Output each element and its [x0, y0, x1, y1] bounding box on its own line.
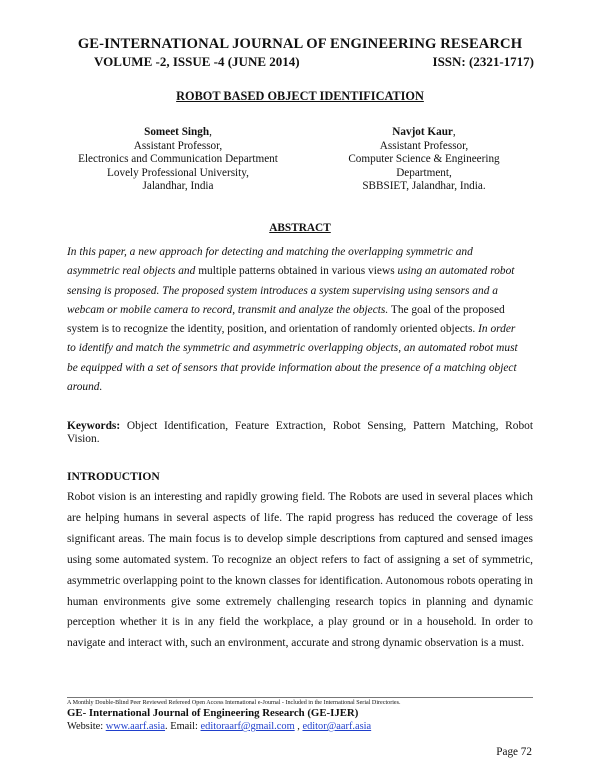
abstract-segment: In this paper, a new approach for detecting and matching the overlapping symmetric and asymmetric real objects and [67, 246, 473, 278]
issn: ISSN: (2321-1717) [432, 54, 534, 69]
email-separator: , [294, 721, 303, 732]
email-link-2[interactable]: editor@aarf.asia [302, 721, 372, 732]
author-affiliation-line: Computer Science & Engineering [348, 153, 500, 166]
keywords [67, 420, 533, 447]
page-footer [67, 699, 537, 733]
abstract-segment: The goal of the proposed system is to recognize the identity, position, and orientation of randomly oriented objects. [67, 303, 505, 336]
author-name: Someet Singh [144, 126, 210, 138]
author-block-1 [60, 126, 296, 194]
author-name-suffix: , [452, 126, 456, 138]
author-affiliation-line: Lovely Professional University, [107, 166, 249, 179]
paper-title: ROBOT BASED OBJECT IDENTIFICATION [176, 89, 424, 103]
keywords-label: Keywords: [67, 420, 121, 432]
website-label: Website: [67, 721, 106, 732]
footer-contact-line [67, 720, 537, 733]
abstract-segment: multiple patterns obtained in various views [198, 265, 398, 278]
author-name: Navjot Kaur [392, 126, 453, 138]
author-affiliation-line: Department, [396, 166, 452, 179]
author-affiliation-line: Electronics and Communication Department [78, 153, 278, 166]
abstract-segment: In order to identify and match the symmetric and asymmetric overlapping objects, an automated robot must be equipped with a set of sensors that provide information about the presence of a matching object around. [67, 323, 518, 394]
introduction-body: Robot vision is an interesting and rapidly growing field. The Robots are used in several places which are helping humans in several aspects of life. The rapid progress has reduced the coverage of less significant areas. The main focus is to develop simple descriptions from captured and sensed images using some automated system. To recognize an object refers to fact of assigning a set of symmetric, asymmetric overlapping point to the known classes for identification. Autonomous robots operating in human environments give some extremely challenging research topics in planning and dynamic perception whether it is in any field the workplace, a play ground or in a household. In order to navigate and interact with, such an environment, accurate and strong dynamic observation is a must. [67, 491, 533, 650]
keywords-text: Object Identification, Feature Extraction, Robot Sensing, Pattern Matching, Robot Vision. [67, 420, 533, 446]
author-name-line [328, 126, 520, 140]
email-label: . Email: [165, 721, 201, 732]
author-name-suffix: , [209, 126, 212, 138]
journal-issue-line [66, 53, 534, 70]
website-link[interactable]: www.aarf.asia [105, 721, 166, 732]
author-affiliation-line: Assistant Professor, [133, 139, 223, 152]
journal-title: GE-INTERNATIONAL JOURNAL OF ENGINEERING RESEARCH [77, 36, 523, 52]
journal-header [66, 36, 534, 70]
author-affiliation-line: Assistant Professor, [379, 139, 469, 152]
page-number: Page 72 [496, 746, 532, 758]
footer-journal-name: GE- International Journal of Engineering Research (GE-IJER) [67, 707, 359, 719]
author-affiliation-line: Jalandhar, India [142, 180, 214, 193]
author-affiliation-line: SBBSIET, Jalandhar, India. [362, 180, 486, 193]
abstract-segment: using an automated robot sensing is proposed. The proposed system introduces a system supervising using sensors and a webcam or mobile camera to record, transmit and analyze the objects. [67, 265, 515, 316]
footer-note: A Monthly Double-Blind Peer Reviewed Refereed Open Access International e-Journal - Included in the International Serial Directories. [67, 700, 401, 706]
volume-issue: VOLUME -2, ISSUE -4 (JUNE 2014) [94, 54, 300, 69]
author-block-2 [328, 126, 520, 194]
introduction-heading: INTRODUCTION [67, 470, 160, 483]
email-link-1[interactable]: editoraarf@gmail.com [200, 721, 295, 732]
abstract-body [67, 243, 525, 397]
footer-divider [67, 697, 533, 698]
author-name-line [60, 126, 296, 140]
abstract-heading: ABSTRACT [269, 222, 331, 234]
